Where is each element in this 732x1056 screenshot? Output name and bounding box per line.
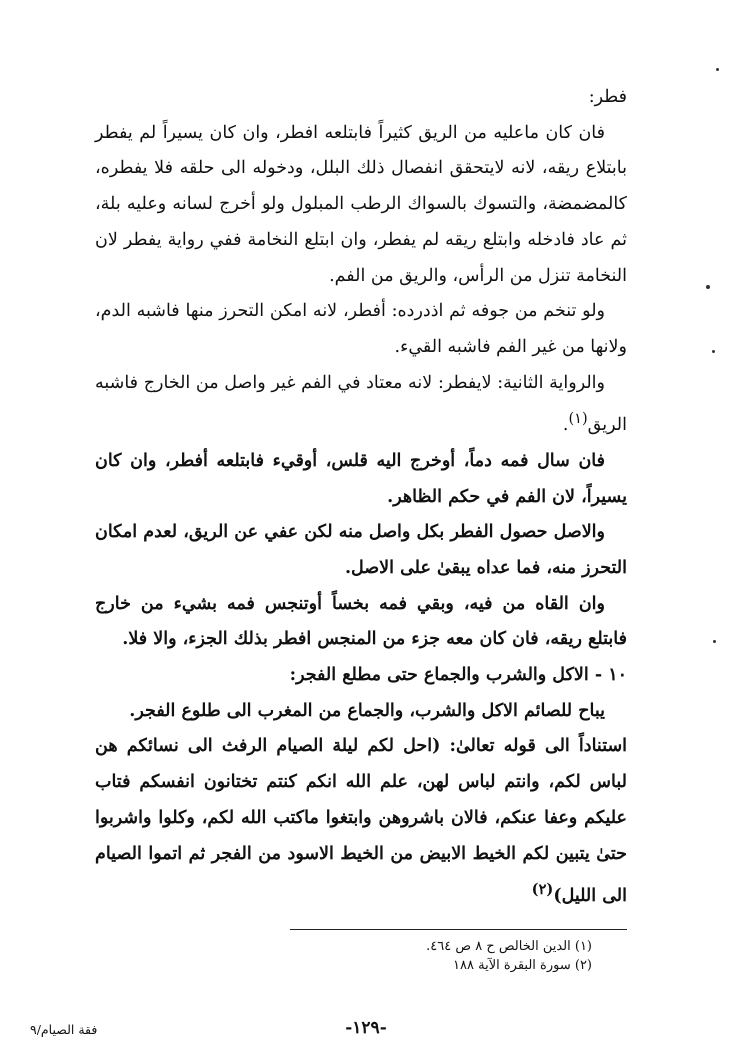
paragraph-10-text: استناداً الى قوله تعالىٰ: (احل لكم ليلة الصيام الرفث الى نسائكم هن لباس لكم، وانتم لباس لهن، علم الله انكم كنتم تختانون انفسكم فتاب عليكم وعفا عنكم، فالان باشروهن وابتغوا ماكتب الله لكم، وكلوا واشربوا حتىٰ يتبين لكم الخيط الابيض من الخيط الاسود من الفجر ثم اتموا الصيام الى الليل) <box>95 736 628 907</box>
paragraph-2: فان كان ماعليه من الريق كثيراً فابتلعه افطر، وان كان يسيراً لم يفطر بابتلاع ريقه، لانه لايتحقق انفصال ذلك البلل، ودخوله الى حلقه فلا يفطره، كالمضمضة، والتسوك بالسواك الرطب المبلول ولو أخرج لسانه وعليه بلة، ثم عاد فادخله وابتلع ريقه لم يفطر، وان ابتلع النخامة ففي رواية يفطر لان النخامة تنزل من الرأس، والريق من الفم. <box>95 122 627 286</box>
scan-speck <box>706 285 710 289</box>
paragraph-1: فطر: <box>588 87 627 107</box>
page-number: -١٢٩- <box>345 1018 387 1038</box>
paragraph-6: والاصل حصول الفطر بكل واصل منه لكن عفي عن الريق، لعدم امكان التحرز منه، فما عداه يبقىٰ على الاصل. <box>95 522 627 578</box>
section-heading: ١٠ - الاكل والشرب والجماع حتى مطلع الفجر: <box>289 665 627 686</box>
footnote-ref-1: (١) <box>568 410 588 428</box>
paragraph-10 <box>95 729 627 914</box>
scan-speck <box>712 350 715 353</box>
footnote-ref-2: (٢) <box>531 881 554 899</box>
footnote-2: (٢) سورة البقرة الآية ١٨٨ <box>453 958 592 973</box>
footnotes <box>292 937 592 975</box>
footnote-1: (١) الدين الخالص ح ٨ ص ٤٦٤. <box>426 939 592 954</box>
paragraph-5: فان سال فمه دماً، أوخرج اليه قلس، أوقيء فابتلعه أفطر، وان كان يسيراً، لان الفم في حكم الظاهر. <box>95 450 627 507</box>
footnote-divider <box>290 929 627 930</box>
paragraph-9: يباح للصائم الاكل والشرب، والجماع من المغرب الى طلوع الفجر. <box>129 700 605 721</box>
scan-speck <box>713 640 716 643</box>
running-footer-title: فقة الصيام/٩ <box>30 1022 98 1037</box>
paragraph-3: ولو تنخم من جوفه ثم اذدرده: أفطر، لانه امكن التحرز منها فاشبه الدم، ولانها من غير الفم فاشبه القيء. <box>95 301 627 357</box>
body-text <box>95 80 627 915</box>
scan-speck <box>716 68 719 71</box>
paragraph-4-text: والرواية الثانية: لايفطر: لانه معتاد في الفم غير واصل من الخارج فاشبه الريق <box>95 372 627 436</box>
paragraph-4: والرواية الثانية: لايفطر: لانه معتاد في الفم غير واصل من الخارج فاشبه الريق$^{(١)}$. <box>95 372 627 436</box>
paragraph-7: وان القاه من فيه، وبقي فمه بخساً أوتنجس فمه بشيء من خارج فابتلع ريقه، فان كان معه جزء من المنجس افطر بذلك الجزء، والا فلا. <box>95 593 627 650</box>
